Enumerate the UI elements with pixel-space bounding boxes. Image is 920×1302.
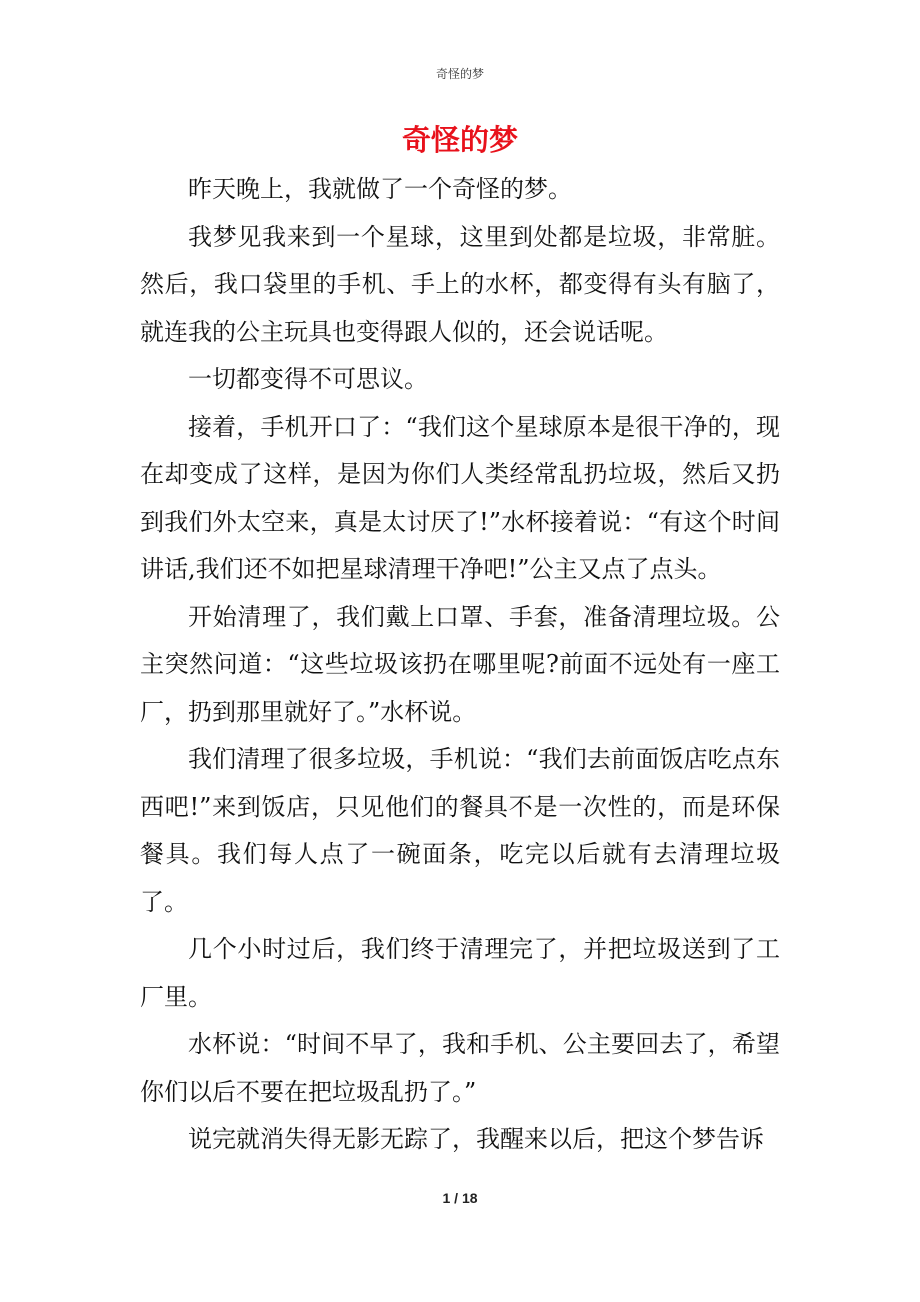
paragraph: 几个小时过后，我们终于清理完了，并把垃圾送到了工厂里。 [140, 935, 780, 1011]
paragraph: 我梦见我来到一个星球，这里到处都是垃圾，非常脏。然后，我口袋里的手机、手上的水杯，都变得有头有脑了，就连我的公主玩具也变得跟人似的，还会说话呢。 [140, 222, 780, 346]
document-body [140, 166, 780, 1164]
paragraph: 接着，手机开口了：“我们这个星球原本是很干净的，现在却变成了这样，是因为你们人类经常乱扔垃圾，然后又扔到我们外太空来，真是太讨厌了!”水杯接着说：“有这个时间讲话,我们还不如把星球清理干净吧!”公主又点了点头。 [140, 412, 780, 583]
running-header: 奇怪的梦 [435, 67, 484, 81]
paragraph: 昨天晚上，我就做了一个奇怪的梦。 [188, 175, 572, 203]
document-title: 奇怪的梦 [401, 123, 518, 157]
paragraph: 水杯说：“时间不早了，我和手机、公主要回去了，希望你们以后不要在把垃圾乱扔了。” [140, 1030, 780, 1106]
paragraph: 一切都变得不可思议。 [188, 365, 428, 393]
paragraph: 我们清理了很多垃圾，手机说：“我们去前面饭店吃点东西吧!”来到饭店，只见他们的餐具不是一次性的，而是环保餐具。我们每人点了一碗面条，吃完以后就有去清理垃圾了。 [140, 745, 780, 916]
paragraph: 说完就消失得无影无踪了，我醒来以后，把这个梦告诉 [188, 1125, 764, 1153]
paragraph: 开始清理了，我们戴上口罩、手套，准备清理垃圾。公主突然问道：“这些垃圾该扔在哪里呢?前面不远处有一座工厂，扔到那里就好了。”水杯说。 [140, 602, 780, 726]
page-number: 1 / 18 [442, 1190, 478, 1206]
